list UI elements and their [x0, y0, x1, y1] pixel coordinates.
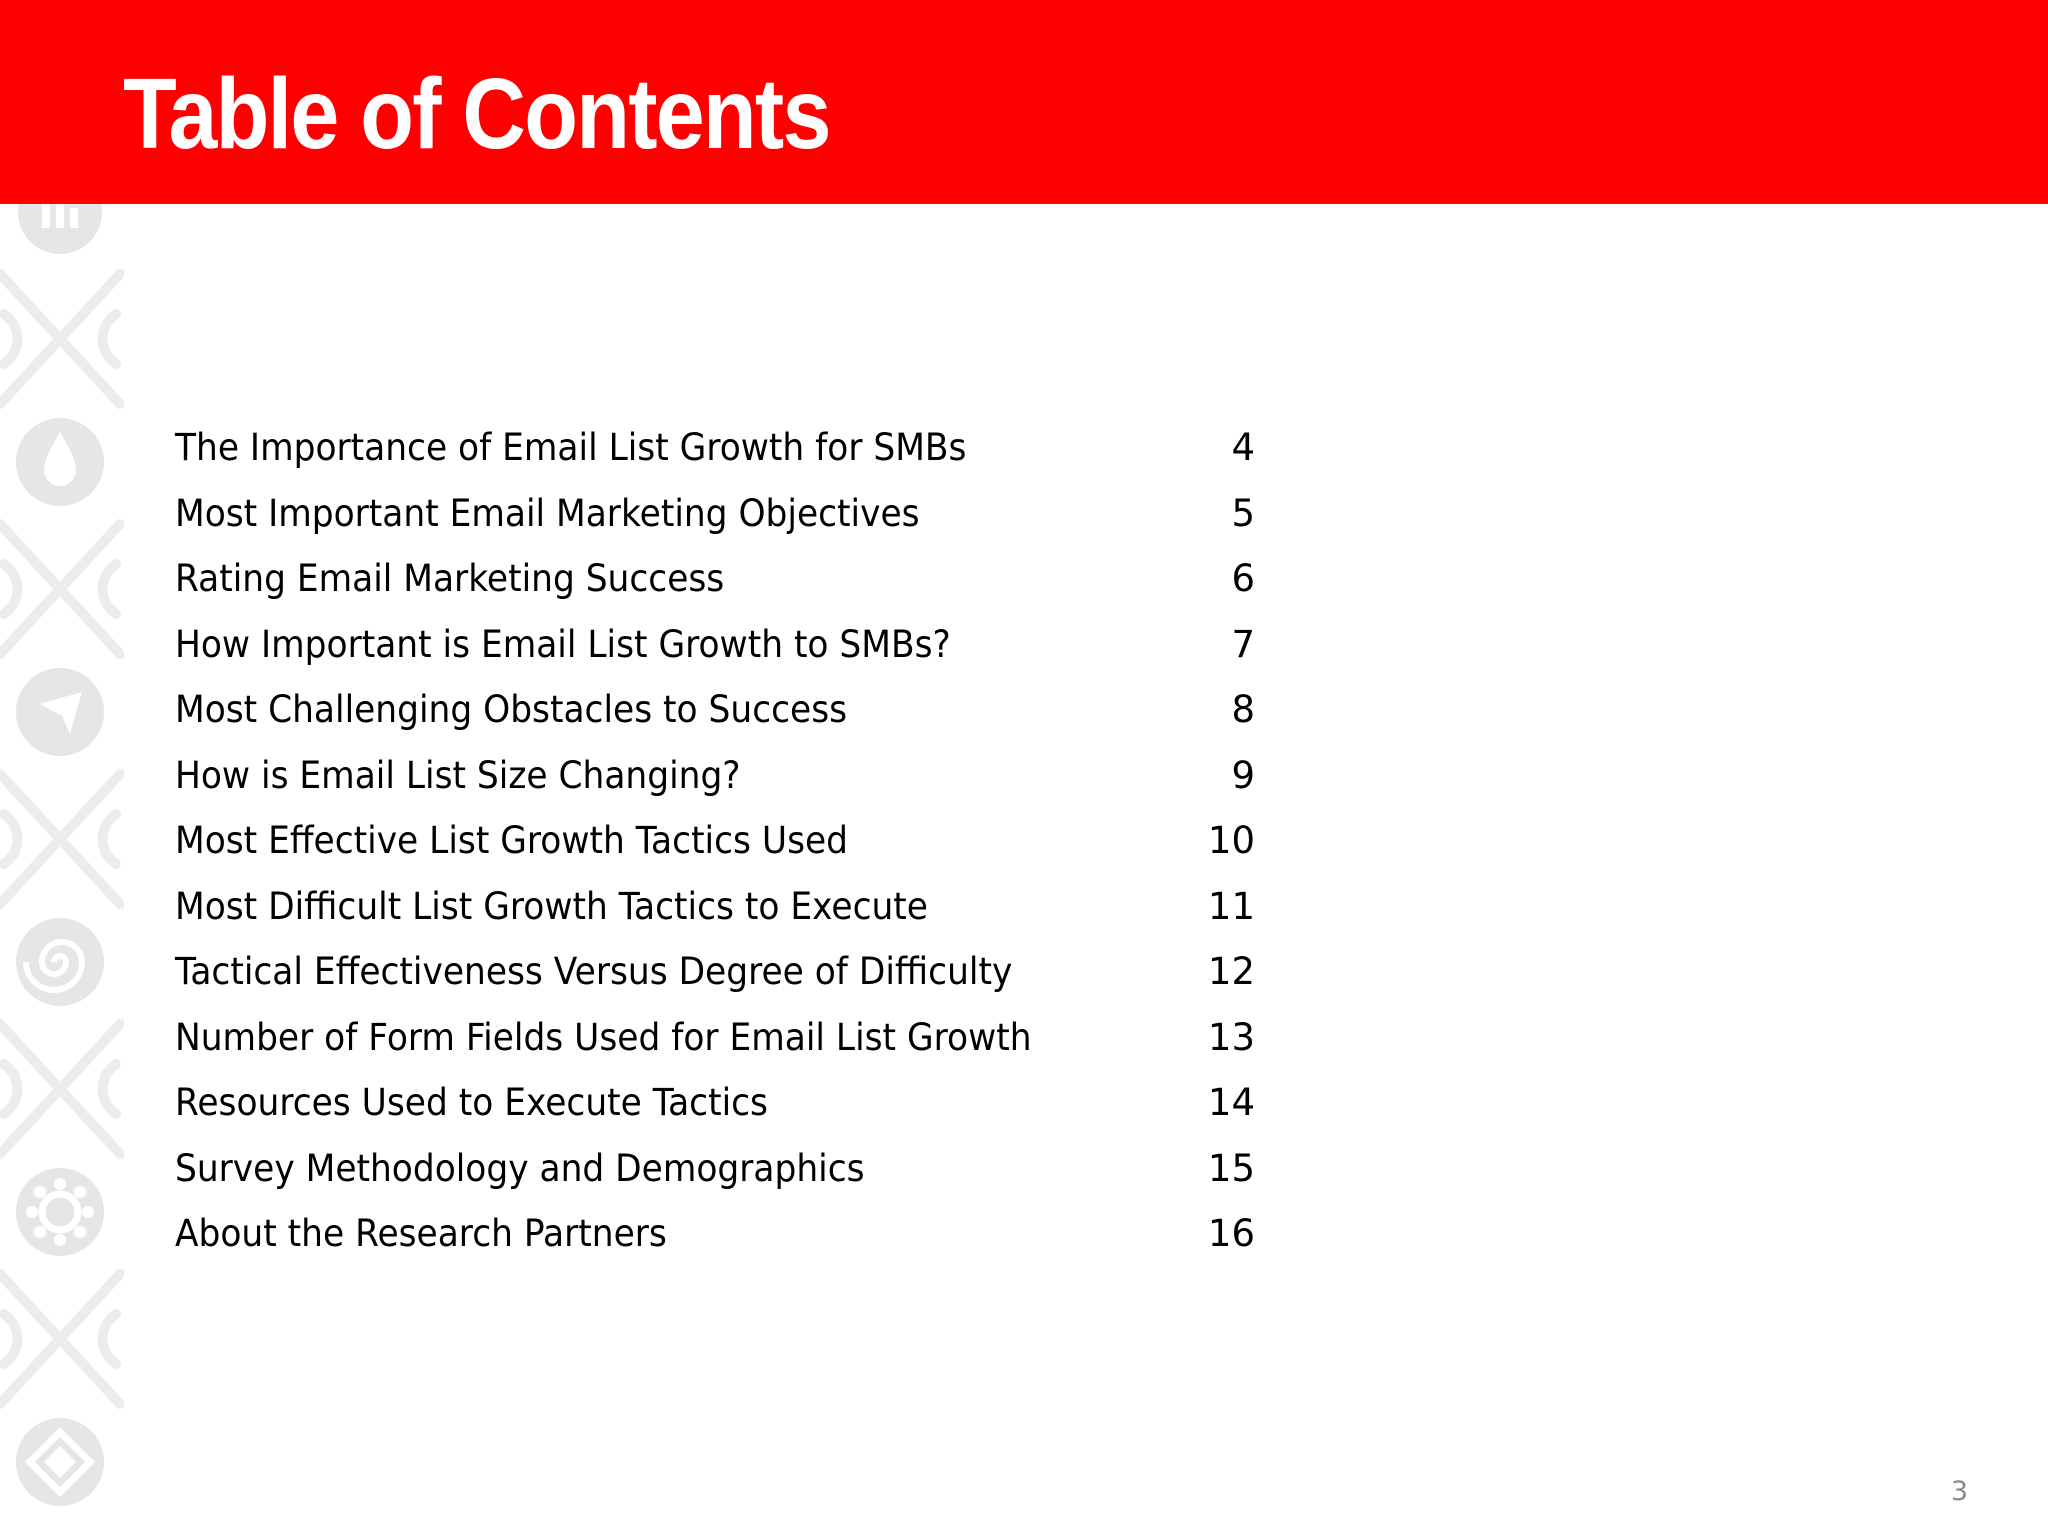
toc-entry-title: How Important is Email List Growth to SMBs?: [175, 622, 951, 666]
toc-entry: [175, 481, 1255, 547]
toc-entry-title: Most Difficult List Growth Tactics to Execute: [175, 884, 928, 928]
toc-entry: [175, 415, 1255, 481]
toc-entry: [175, 612, 1255, 678]
diamond-icon: [16, 1418, 104, 1506]
toc-entry: [175, 808, 1255, 874]
toc-entry-title: Most Important Email Marketing Objectives: [175, 491, 920, 535]
table-of-contents-list: [175, 415, 1255, 1267]
toc-entry-title: Resources Used to Execute Tactics: [175, 1081, 768, 1124]
gear-icon: [16, 1168, 104, 1256]
toc-entry-page-number: 12: [1207, 950, 1255, 993]
toc-entry: [175, 1201, 1255, 1267]
side-decoration-pattern: [0, 204, 124, 1536]
toc-entry-title: Tactical Effectiveness Versus Degree of Difficulty: [175, 950, 1013, 993]
toc-entry-page-number: 13: [1207, 1015, 1255, 1059]
toc-entry-title: The Importance of Email List Growth for SMBs: [175, 426, 967, 469]
toc-entry-title: Survey Methodology and Demographics: [175, 1146, 865, 1190]
header-bar: [0, 0, 2048, 204]
toc-entry-title: About the Research Partners: [175, 1212, 667, 1255]
toc-entry: [175, 1070, 1255, 1136]
toc-entry-page-number: 8: [1231, 688, 1255, 731]
toc-entry: [175, 1136, 1255, 1202]
toc-entry-page-number: 16: [1207, 1212, 1255, 1255]
toc-entry: [175, 677, 1255, 743]
toc-entry: [175, 743, 1255, 809]
toc-entry-title: Number of Form Fields Used for Email List Growth: [175, 1015, 1032, 1059]
page-title: Table of Contents: [123, 58, 830, 170]
toc-entry-page-number: 4: [1231, 426, 1255, 469]
toc-entry: [175, 546, 1255, 612]
toc-entry-page-number: 5: [1231, 491, 1255, 535]
toc-entry-page-number: 11: [1207, 884, 1255, 928]
toc-entry: [175, 874, 1255, 940]
toc-entry: [175, 939, 1255, 1005]
toc-entry: [175, 1005, 1255, 1071]
toc-entry-page-number: 14: [1207, 1081, 1255, 1124]
toc-entry-page-number: 9: [1231, 753, 1255, 797]
chart-icon: [18, 204, 102, 254]
send-icon: [16, 668, 104, 756]
toc-entry-title: Rating Email Marketing Success: [175, 557, 725, 600]
toc-entry-title: How is Email List Size Changing?: [175, 753, 741, 797]
droplet-icon: [16, 418, 104, 506]
toc-entry-page-number: 10: [1207, 819, 1255, 862]
toc-entry-page-number: 15: [1207, 1146, 1255, 1190]
toc-entry-page-number: 7: [1231, 622, 1255, 666]
slide-number: 3: [1950, 1476, 1968, 1507]
toc-entry-title: Most Effective List Growth Tactics Used: [175, 819, 849, 862]
toc-entry-page-number: 6: [1231, 557, 1255, 600]
toc-entry-title: Most Challenging Obstacles to Success: [175, 688, 848, 731]
spiral-icon: [16, 918, 104, 1006]
